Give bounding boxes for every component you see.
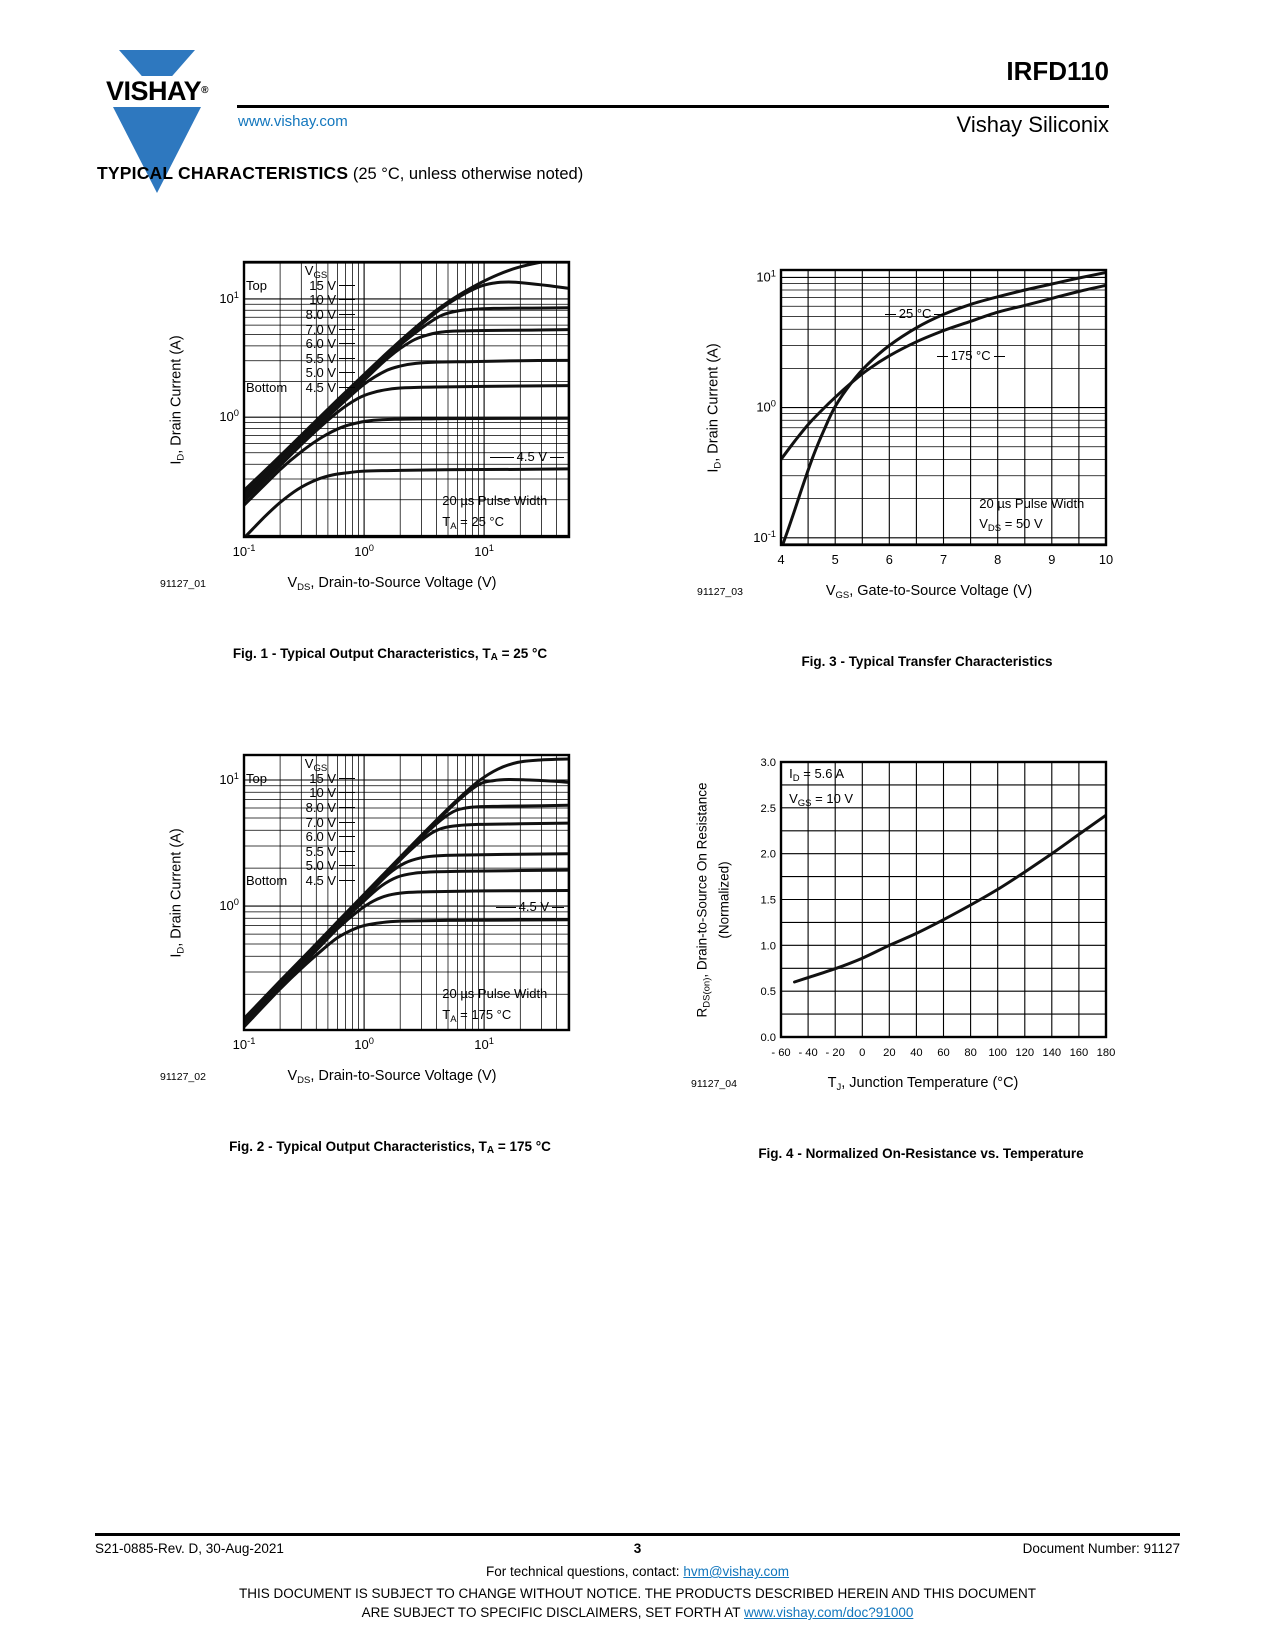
legend-row: Top 15 V: [246, 278, 355, 293]
legend-row: Bottom 4.5 V: [246, 380, 355, 395]
fig4-y-axis-title: $R_{DS(on)}$, Drain-to-Source On Resistance (Normalized): [694, 782, 732, 1018]
legend-leader-line: [339, 880, 355, 881]
legend-leader-line: [339, 372, 355, 373]
legend-leader-line: [339, 792, 355, 793]
disclaimer-link[interactable]: www.vishay.com/doc?91000: [744, 1605, 914, 1620]
legend-leader-line: [339, 329, 355, 330]
svg-text:101: $10^1$: [219, 289, 239, 306]
svg-text:20: 20: [883, 1047, 896, 1059]
legend-leader-line: [339, 836, 355, 837]
fig2-id-tag: 91127_02: [160, 1071, 206, 1083]
svg-text:40: 40: [910, 1047, 923, 1059]
fig1-caption: Fig. 1 - Typical Output Characteristics, $T_A = 25$ °C: [232, 646, 548, 663]
legend-leader-line: [339, 851, 355, 852]
legend-row: 5.0 V: [246, 366, 355, 381]
svg-text:3.0: 3.0: [760, 757, 776, 769]
svg-text:2.5: 2.5: [760, 802, 776, 815]
svg-text:- 40: - 40: [798, 1047, 818, 1059]
legend-leader-line: [339, 807, 355, 808]
section-title: TYPICAL CHARACTERISTICS (25 °C, unless otherwise noted): [97, 163, 584, 183]
svg-text:101: $10^1$: [474, 543, 494, 559]
website-link[interactable]: www.vishay.com: [238, 113, 348, 130]
svg-text:8: 8: [994, 552, 1002, 567]
disclaimer-line-1: THIS DOCUMENT IS SUBJECT TO CHANGE WITHOUT NOTICE. THE PRODUCTS DESCRIBED HEREIN AND THIS DOCUMENT: [238, 1586, 1037, 1601]
svg-text:100: $10^0$: [756, 398, 776, 415]
legend-leader-line: [339, 343, 355, 344]
fig1-pulse-width-note: 20 µs Pulse Width: [442, 493, 548, 508]
header-rule: [237, 105, 1109, 108]
svg-text:100: 100: [988, 1047, 1008, 1059]
svg-text:100: $10^0$: [219, 897, 239, 914]
svg-text:1.0: 1.0: [760, 940, 776, 953]
division-name: Vishay Siliconix: [956, 112, 1109, 137]
figures-area: [95, 250, 1180, 1330]
figure-2: [160, 749, 590, 1156]
fig2-temperature-note: $T_A = 175$ °C: [442, 1006, 512, 1025]
fig1-x-axis-title: $V_{DS}$, Drain-to-Source Voltage (V): [287, 575, 497, 593]
fig4-vgs-condition-note: $V_{GS} = 10$ V: [789, 790, 854, 809]
svg-text:101: $10^1$: [756, 268, 776, 285]
svg-text:10-1: $10^{-1}$: [232, 543, 256, 559]
logo-triangle-top-icon: [119, 50, 195, 76]
svg-text:60: 60: [937, 1047, 950, 1059]
fig4-caption: Fig. 4 - Normalized On-Resistance vs. Temperature: [758, 1146, 1084, 1161]
legend-leader-line: [339, 299, 355, 300]
svg-text:- 20: - 20: [825, 1047, 845, 1059]
svg-text:6: 6: [885, 552, 893, 567]
svg-text:5: 5: [831, 552, 839, 567]
legend-leader-line: [339, 778, 355, 779]
fig3-id-tag: 91127_03: [697, 586, 743, 598]
contact-line: For technical questions, contact: hvm@vishay.com: [485, 1564, 790, 1579]
fig3-vds-note: $V_{DS} = 50$ V: [979, 516, 1043, 535]
svg-text:10: 10: [1098, 552, 1114, 567]
figure-4: [691, 756, 1121, 1161]
legend-leader-line: [339, 358, 355, 359]
svg-text:180: 180: [1096, 1047, 1115, 1059]
legend-leader-line: [339, 314, 355, 315]
product-title: IRFD110: [1006, 56, 1109, 86]
svg-text:0: 0: [859, 1047, 866, 1059]
fig2-curve-label-4p5v: 4.5 V: [493, 899, 567, 914]
figure-1: [160, 256, 590, 663]
fig2-y-axis-title: $I_D$, Drain Current (A): [168, 828, 187, 959]
fig3-y-axis-title: $I_D$, Drain Current (A): [705, 343, 724, 474]
contact-email-link[interactable]: hvm@vishay.com: [683, 1564, 790, 1579]
svg-text:7: 7: [939, 552, 948, 567]
fig1-temperature-note: $T_A = 25$ °C: [442, 513, 505, 532]
legend-row: 5.0 V: [246, 859, 355, 874]
legend-leader-line: [339, 285, 355, 286]
svg-text:10-1: $10^{-1}$: [753, 528, 776, 545]
fig1-id-tag: 91127_01: [160, 578, 206, 590]
svg-text:2.0: 2.0: [760, 848, 776, 861]
svg-text:140: 140: [1042, 1047, 1062, 1059]
fig1-curve-label-4p5v: 4.5 V: [487, 449, 567, 464]
fig2-vgs-legend: [246, 756, 355, 888]
fig3-curve-label-175c: 175 °C: [934, 348, 1008, 363]
legend-row: Top 15 V: [246, 771, 355, 786]
svg-text:100: $10^0$: [354, 543, 374, 559]
logo-wordmark: VISHAY®: [106, 76, 208, 106]
legend-header: $V_{GS}$: [304, 263, 328, 281]
svg-text:80: 80: [964, 1047, 977, 1059]
fig3-caption: Fig. 3 - Typical Transfer Characteristics: [801, 654, 1053, 669]
svg-text:4: 4: [777, 552, 785, 567]
svg-text:1.5: 1.5: [760, 894, 776, 907]
footer-rule: [95, 1533, 1180, 1536]
registered-mark: ®: [201, 85, 208, 96]
document-number: Document Number: 91127: [1022, 1541, 1180, 1556]
legend-leader-line: [339, 822, 355, 823]
fig3-curve-label-25c: 25 °C: [882, 306, 949, 321]
svg-text:0.5: 0.5: [760, 986, 776, 999]
figure-3: [697, 264, 1127, 669]
svg-text:100: $10^0$: [219, 408, 239, 425]
svg-text:- 60: - 60: [771, 1047, 791, 1059]
legend-row: 8.0 V: [246, 307, 355, 322]
legend-row: 5.5 V: [246, 351, 355, 366]
legend-row: 5.5 V: [246, 844, 355, 859]
fig4-id-tag: 91127_04: [691, 1078, 737, 1090]
legend-row: 6.0 V: [246, 336, 355, 351]
legend-row: 10 V: [246, 786, 355, 801]
legend-row: 7.0 V: [246, 815, 355, 830]
legend-leader-line: [339, 387, 355, 388]
fig2-caption: Fig. 2 - Typical Output Characteristics, $T_A = 175$ °C: [229, 1139, 551, 1156]
legend-leader-line: [339, 865, 355, 866]
svg-text:100: $10^0$: [354, 1036, 374, 1052]
fig4-id-condition-note: $I_D = 5.6$ A: [789, 766, 845, 785]
disclaimer-line-2: ARE SUBJECT TO SPECIFIC DISCLAIMERS, SET FORTH AT www.vishay.com/doc?91000: [361, 1605, 914, 1620]
svg-text:120: 120: [1015, 1047, 1035, 1059]
legend-row: 10 V: [246, 293, 355, 308]
fig4-x-axis-title: $T_J$, Junction Temperature (°C): [827, 1075, 1019, 1093]
legend-row: 7.0 V: [246, 322, 355, 337]
fig2-pulse-width-note: 20 µs Pulse Width: [442, 986, 548, 1001]
legend-row: Bottom 4.5 V: [246, 873, 355, 888]
svg-text:101: $10^1$: [474, 1036, 494, 1052]
svg-text:10-1: $10^{-1}$: [232, 1036, 256, 1052]
revision-text: S21-0885-Rev. D, 30-Aug-2021: [95, 1541, 284, 1556]
legend-header: $V_{GS}$: [304, 756, 328, 774]
fig3-pulse-width-note: 20 µs Pulse Width: [979, 495, 1085, 511]
svg-text:160: 160: [1069, 1047, 1089, 1059]
svg-text:9: 9: [1048, 552, 1056, 567]
fig2-x-axis-title: $V_{DS}$, Drain-to-Source Voltage (V): [287, 1068, 497, 1086]
fig1-vgs-legend: [246, 263, 355, 395]
legend-row: 6.0 V: [246, 829, 355, 844]
page-number: 3: [633, 1541, 642, 1556]
fig1-y-axis-title: $I_D$, Drain Current (A): [168, 335, 187, 466]
svg-text:0.0: 0.0: [760, 1032, 776, 1044]
fig3-x-axis-title: $V_{GS}$, Gate-to-Source Voltage (V): [825, 583, 1033, 601]
svg-text:101: $10^1$: [219, 771, 239, 788]
legend-row: 8.0 V: [246, 800, 355, 815]
